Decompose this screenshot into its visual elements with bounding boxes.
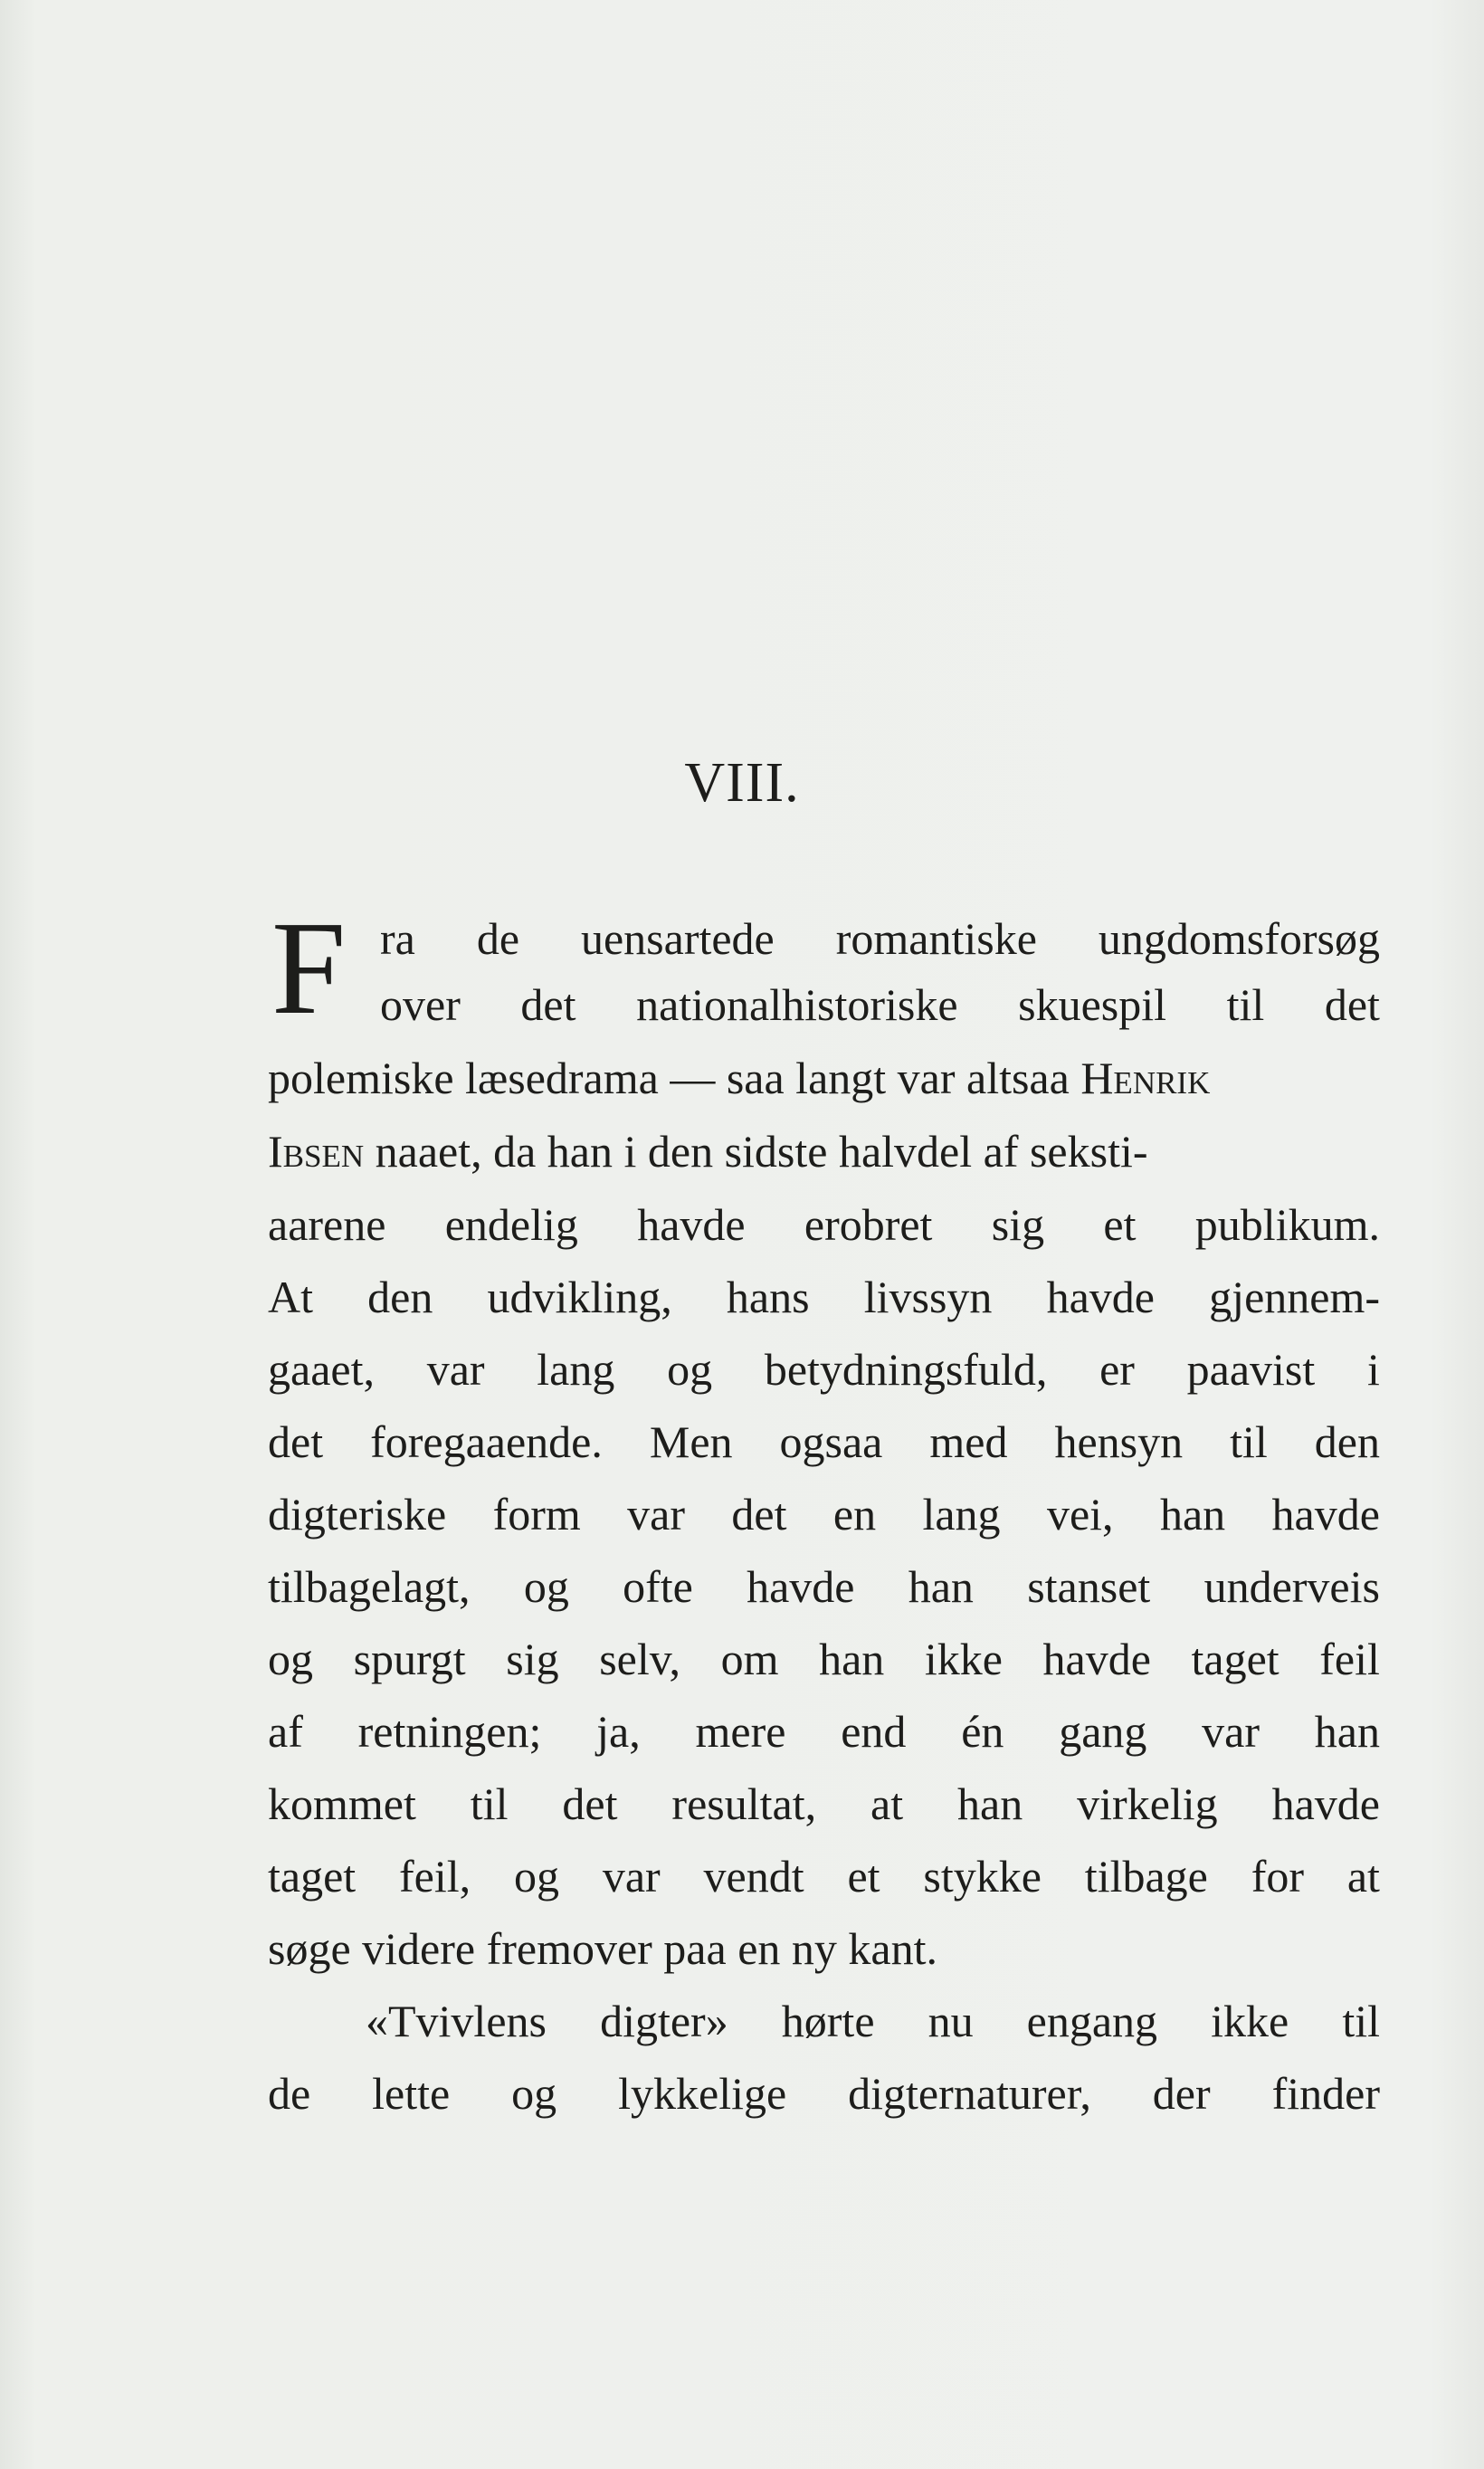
- word: en: [832, 1489, 877, 1540]
- word: stykke: [923, 1851, 1042, 1902]
- line-text: [268, 1850, 1380, 1902]
- word: én: [961, 1706, 1004, 1757]
- word: havde: [1046, 1272, 1155, 1322]
- word: det: [731, 1489, 787, 1540]
- word: digter»: [600, 1996, 728, 2046]
- text-line-7: [268, 1343, 1380, 1396]
- word: uensartede: [580, 913, 775, 964]
- author-last-name: Ibsen: [268, 1126, 365, 1177]
- word: og: [523, 1561, 569, 1612]
- line-text: [268, 1198, 1380, 1251]
- word: til: [1342, 1996, 1380, 2046]
- word: ikke: [924, 1634, 1003, 1684]
- word: til: [1226, 979, 1265, 1030]
- word: var: [627, 1489, 685, 1540]
- text-line-4: [268, 1125, 1380, 1177]
- line-text: [268, 1488, 1380, 1540]
- word: den: [367, 1272, 433, 1322]
- text-line-15: [268, 1922, 937, 1975]
- word: mere: [695, 1706, 786, 1757]
- line-text: [268, 1271, 1380, 1323]
- word: romantiske: [835, 913, 1037, 964]
- word: feil: [1319, 1634, 1380, 1684]
- text-line-11: [268, 1633, 1380, 1685]
- word: lang: [922, 1489, 1001, 1540]
- word: form: [492, 1489, 581, 1540]
- word: At: [268, 1272, 313, 1322]
- line-text: [366, 1995, 1380, 2047]
- line-text: [268, 1416, 1380, 1468]
- word: skuespil: [1018, 979, 1167, 1030]
- word: det: [562, 1778, 618, 1829]
- word: endelig: [444, 1199, 578, 1250]
- word: udvikling,: [487, 1272, 672, 1322]
- line-text: polemiske læsedrama — saa langt var altsaa: [268, 1053, 1070, 1103]
- word: lette: [372, 2068, 451, 2119]
- word: og: [514, 1851, 559, 1902]
- text-line-5: [268, 1198, 1380, 1251]
- line-text: [380, 912, 1380, 965]
- line-text: [268, 2067, 1380, 2120]
- word: livssyn: [863, 1272, 993, 1322]
- word: var: [602, 1851, 661, 1902]
- word: havde: [1271, 1778, 1380, 1829]
- word: han: [908, 1561, 974, 1612]
- word: Men: [649, 1416, 733, 1467]
- text-line-14: [268, 1850, 1380, 1902]
- word: gang: [1059, 1706, 1147, 1757]
- word: i: [1367, 1344, 1380, 1395]
- text-line-2: [380, 978, 1380, 1031]
- word: for: [1251, 1851, 1305, 1902]
- word: et: [1103, 1199, 1137, 1250]
- word: de: [268, 2068, 311, 2119]
- word: af: [268, 1706, 303, 1757]
- word: at: [1346, 1851, 1380, 1902]
- line-text: [268, 1343, 1380, 1396]
- word: det: [1324, 979, 1380, 1030]
- text-line-9: [268, 1488, 1380, 1540]
- word: der: [1152, 2068, 1211, 2119]
- word: den: [1314, 1416, 1380, 1467]
- word: taget: [1191, 1634, 1279, 1684]
- word: digternaturer,: [848, 2068, 1091, 2119]
- text-line-12: [268, 1705, 1380, 1758]
- word: «Tvivlens: [366, 1996, 547, 2046]
- word: var: [426, 1344, 485, 1395]
- word: ikke: [1211, 1996, 1289, 2046]
- text-line-17: [268, 2067, 1380, 2120]
- text-line-8: [268, 1416, 1380, 1468]
- word: hans: [726, 1272, 810, 1322]
- word: til: [1230, 1416, 1268, 1467]
- word: virkelig: [1077, 1778, 1218, 1829]
- word: vei,: [1046, 1489, 1114, 1540]
- word: kommet: [268, 1778, 416, 1829]
- text-line-6: [268, 1271, 1380, 1323]
- word: nationalhistoriske: [636, 979, 958, 1030]
- word: feil,: [399, 1851, 471, 1902]
- word: og: [511, 2068, 557, 2119]
- word: stanset: [1027, 1561, 1151, 1612]
- word: publikum.: [1194, 1199, 1380, 1250]
- word: det: [520, 979, 576, 1030]
- word: ofte: [623, 1561, 693, 1612]
- word: han: [819, 1634, 885, 1684]
- word: de: [476, 913, 520, 964]
- word: med: [929, 1416, 1008, 1467]
- word: havde: [637, 1199, 746, 1250]
- word: det: [268, 1416, 324, 1467]
- word: tilbage: [1084, 1851, 1208, 1902]
- word: han: [1159, 1489, 1226, 1540]
- chapter-heading: VIII.: [684, 752, 800, 814]
- word: ogsaa: [779, 1416, 883, 1467]
- word: ra: [380, 913, 415, 964]
- line-text: [380, 978, 1380, 1031]
- word: resultat,: [671, 1778, 817, 1829]
- word: taget: [268, 1851, 357, 1902]
- word: et: [847, 1851, 880, 1902]
- word: at: [870, 1778, 904, 1829]
- drop-cap: F: [271, 894, 347, 1043]
- word: digteriske: [268, 1489, 447, 1540]
- author-first-name: Henrik: [1080, 1053, 1211, 1103]
- word: ungdomsforsøg: [1098, 913, 1380, 964]
- word: havde: [747, 1561, 855, 1612]
- line-text: [268, 1560, 1380, 1613]
- word: gaaet,: [268, 1344, 375, 1395]
- word: foregaaende.: [370, 1416, 603, 1467]
- word: ja,: [596, 1706, 641, 1757]
- text-line-1: [380, 912, 1380, 965]
- word: selv,: [599, 1634, 680, 1684]
- line-text: naaet, da han i den sidste halvdel af seksti-: [375, 1126, 1148, 1177]
- line-text: [268, 1705, 1380, 1758]
- word: lykkelige: [618, 2068, 787, 2119]
- word: til: [470, 1778, 509, 1829]
- line-text: søge videre fremover paa en ny kant.: [268, 1923, 937, 1974]
- word: tilbagelagt,: [268, 1561, 471, 1612]
- word: er: [1099, 1344, 1135, 1395]
- word: om: [720, 1634, 779, 1684]
- word: lang: [537, 1344, 615, 1395]
- word: gjennem-: [1209, 1272, 1380, 1322]
- word: erobret: [804, 1199, 933, 1250]
- word: betydningsfuld,: [764, 1344, 1048, 1395]
- word: aarene: [268, 1199, 386, 1250]
- word: havde: [1042, 1634, 1151, 1684]
- word: og: [667, 1344, 713, 1395]
- word: sig: [991, 1199, 1045, 1250]
- text-line-10: [268, 1560, 1380, 1613]
- word: underveis: [1203, 1561, 1380, 1612]
- word: finder: [1271, 2068, 1380, 2119]
- word: engang: [1026, 1996, 1158, 2046]
- word: spurgt: [353, 1634, 466, 1684]
- text-line-16: [366, 1995, 1380, 2047]
- word: hørte: [781, 1996, 875, 2046]
- word: nu: [928, 1996, 974, 2046]
- word: var: [1202, 1706, 1260, 1757]
- word: og: [268, 1634, 313, 1684]
- word: havde: [1271, 1489, 1380, 1540]
- word: hensyn: [1054, 1416, 1184, 1467]
- word: paavist: [1186, 1344, 1316, 1395]
- text-line-3: [268, 1052, 1380, 1104]
- word: han: [957, 1778, 1023, 1829]
- line-text: [268, 1778, 1380, 1830]
- word: vendt: [703, 1851, 804, 1902]
- word: over: [380, 979, 461, 1030]
- text-line-13: [268, 1778, 1380, 1830]
- word: end: [841, 1706, 907, 1757]
- line-text: [268, 1633, 1380, 1685]
- word: han: [1314, 1706, 1380, 1757]
- word: retningen;: [357, 1706, 542, 1757]
- word: sig: [506, 1634, 559, 1684]
